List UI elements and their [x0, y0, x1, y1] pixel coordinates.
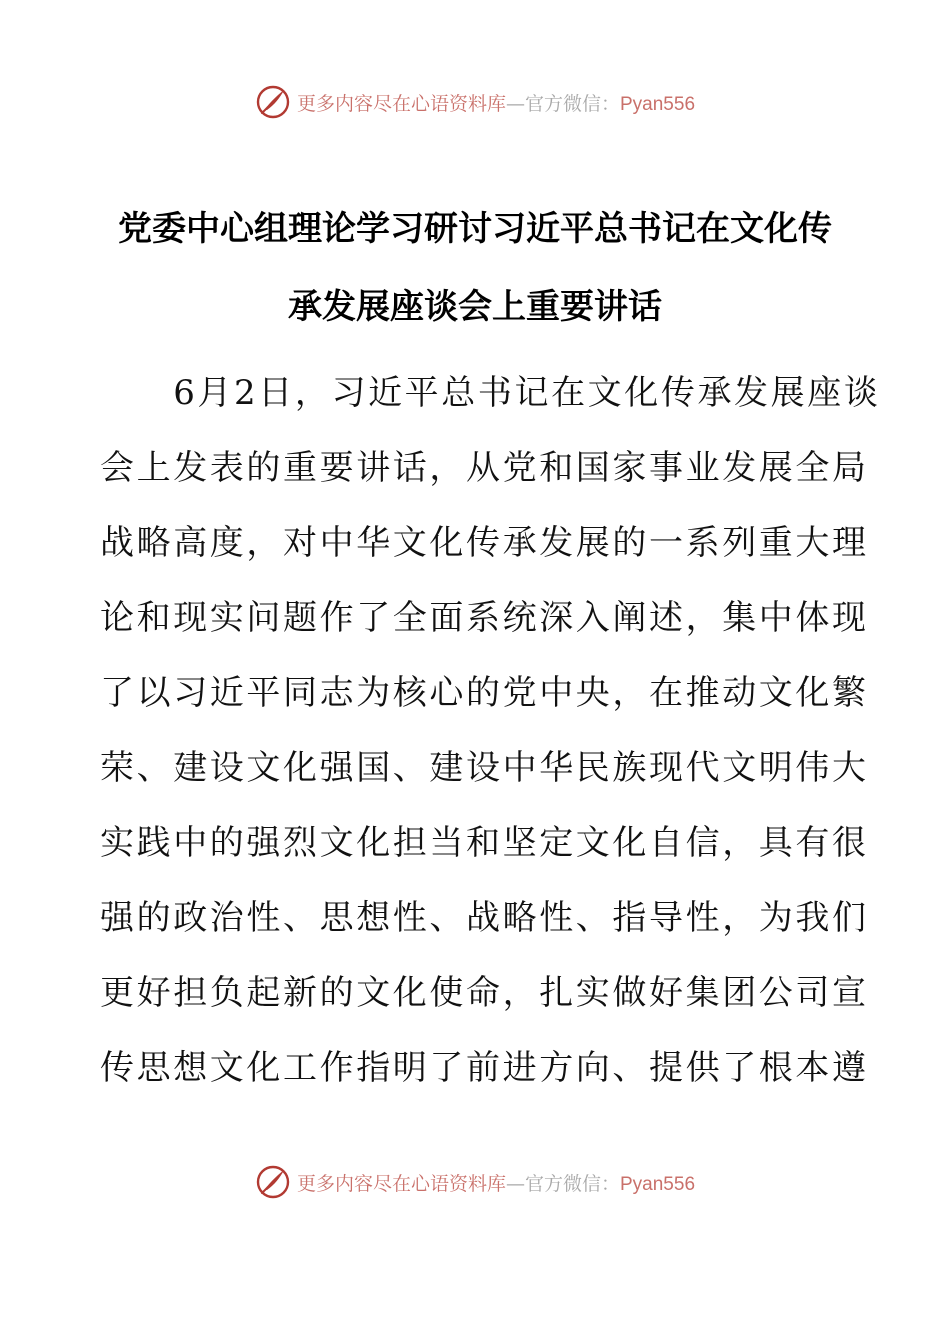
body-paragraph	[100, 356, 881, 1106]
body-line: 战略高度，对中华文化传承发展的一系列重大理	[100, 523, 869, 563]
watermark-site-text: 更多内容尽在心语资料库	[296, 92, 506, 115]
body-line: 强的政治性、思想性、战略性、指导性，为我们	[100, 898, 869, 938]
body-line: 了以习近平同志为核心的党中央，在推动文化繁	[100, 673, 869, 713]
body-line: 更好担负起新的文化使命，扎实做好集团公司宣	[100, 973, 869, 1013]
quill-logo-icon	[255, 84, 291, 120]
footer-watermark	[0, 1160, 950, 1204]
header-watermark	[0, 80, 950, 124]
watermark-wechat-label: 官方微信：	[524, 1172, 620, 1195]
title-line: 承发展座谈会上重要讲话	[288, 287, 662, 327]
body-line: 论和现实问题作了全面系统深入阐述，集中体现	[100, 598, 869, 638]
document-title	[100, 190, 850, 346]
body-line: 6月2日，习近平总书记在文化传承发展座谈	[100, 373, 881, 413]
body-line: 传思想文化工作指明了前进方向、提供了根本遵	[100, 1048, 869, 1088]
watermark-text	[297, 89, 695, 116]
watermark-wechat-id: Pyan556	[620, 1173, 696, 1195]
watermark-separator: —	[505, 1172, 525, 1195]
watermark-wechat-id: Pyan556	[620, 93, 696, 115]
watermark-wechat-label: 官方微信：	[524, 92, 620, 115]
body-line: 实践中的强烈文化担当和坚定文化自信，具有很	[100, 823, 869, 863]
title-line: 党委中心组理论学习研讨习近平总书记在文化传	[118, 209, 832, 249]
quill-logo-icon	[255, 1164, 291, 1200]
watermark-separator: —	[505, 92, 525, 115]
body-line: 会上发表的重要讲话，从党和国家事业发展全局	[100, 448, 869, 488]
watermark-site-text: 更多内容尽在心语资料库	[296, 1172, 506, 1195]
body-line: 荣、建设文化强国、建设中华民族现代文明伟大	[100, 748, 869, 788]
watermark-text	[297, 1169, 695, 1196]
